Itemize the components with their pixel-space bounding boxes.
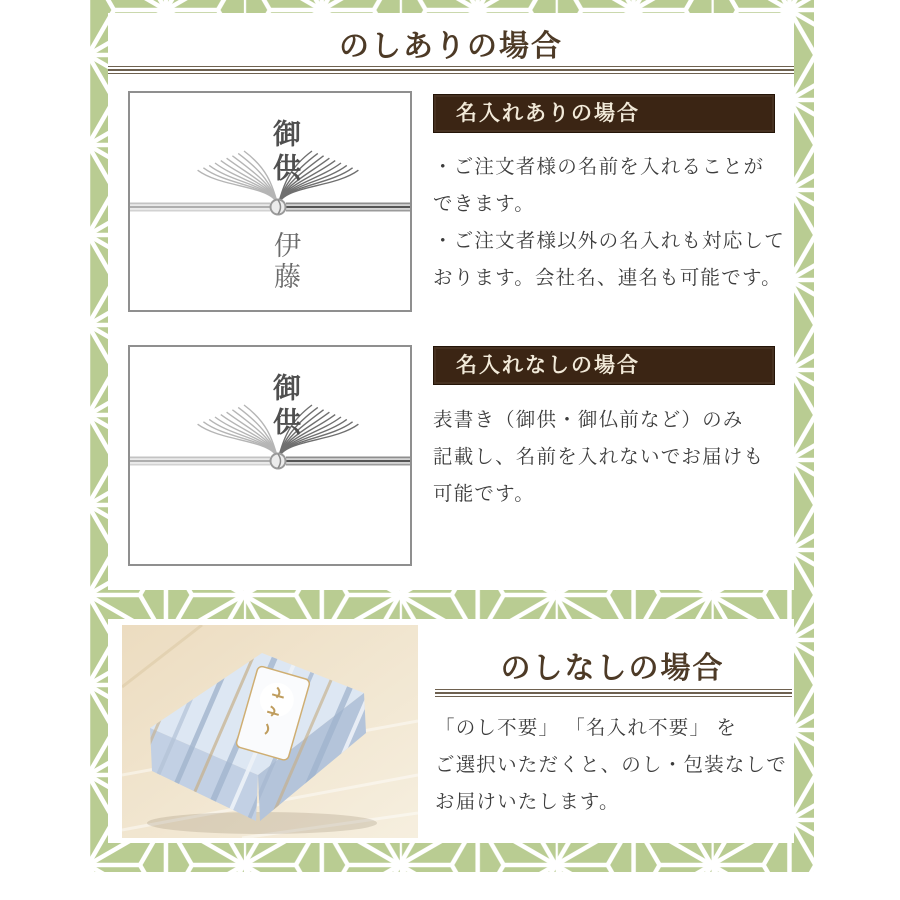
text-line: 可能です。 — [433, 484, 535, 505]
text-line: ご選択いただくと、のし・包装なしで — [435, 755, 787, 776]
with-name-heading-bar: 名入れありの場合 — [433, 94, 775, 133]
without-name-heading-bar: 名入れなしの場合 — [433, 346, 775, 385]
mizuhiki-band-left — [130, 204, 270, 211]
with-name-description — [433, 149, 795, 297]
mizuhiki-band-right — [286, 458, 410, 465]
noshi-available-panel — [108, 13, 794, 590]
noshi-name-text: 伊藤 — [270, 231, 300, 293]
mizuhiki-knot — [271, 200, 286, 215]
page-title: のしありの場合 — [339, 30, 563, 63]
text-line: 表書き（御供・御仏前など）のみ — [433, 410, 744, 431]
noshi-omotegaki-text: 御供 — [269, 119, 300, 187]
text-line: できます。 — [433, 194, 535, 215]
no-noshi-description — [435, 710, 797, 821]
text-line: 記載し、名前を入れないでお届けも — [433, 447, 765, 468]
text-line: 「のし不要」 「名入れ不要」 を — [435, 718, 737, 739]
text-line: ・ご注文者様以外の名入れも対応して — [433, 231, 785, 252]
text-line: お届けいたします。 — [435, 792, 620, 813]
mizuhiki-band-right — [286, 204, 410, 211]
no-noshi-panel — [108, 619, 794, 843]
noshi-sample-with-name-image — [128, 91, 412, 312]
without-name-description — [433, 402, 795, 513]
noshi-sample-no-name-image — [128, 345, 412, 566]
no-noshi-title: のしなしの場合 — [500, 652, 725, 685]
title-divider-rule — [108, 66, 794, 74]
wrapped-package-photo — [122, 625, 418, 838]
mizuhiki-band-left — [130, 458, 270, 465]
no-noshi-divider-rule — [435, 689, 792, 697]
mizuhiki-knot — [271, 454, 286, 469]
text-line: ・ご注文者様の名前を入れることが — [433, 157, 765, 178]
text-line: おります。会社名、連名も可能です。 — [433, 268, 782, 289]
noshi-omotegaki-text: 御供 — [269, 373, 300, 441]
